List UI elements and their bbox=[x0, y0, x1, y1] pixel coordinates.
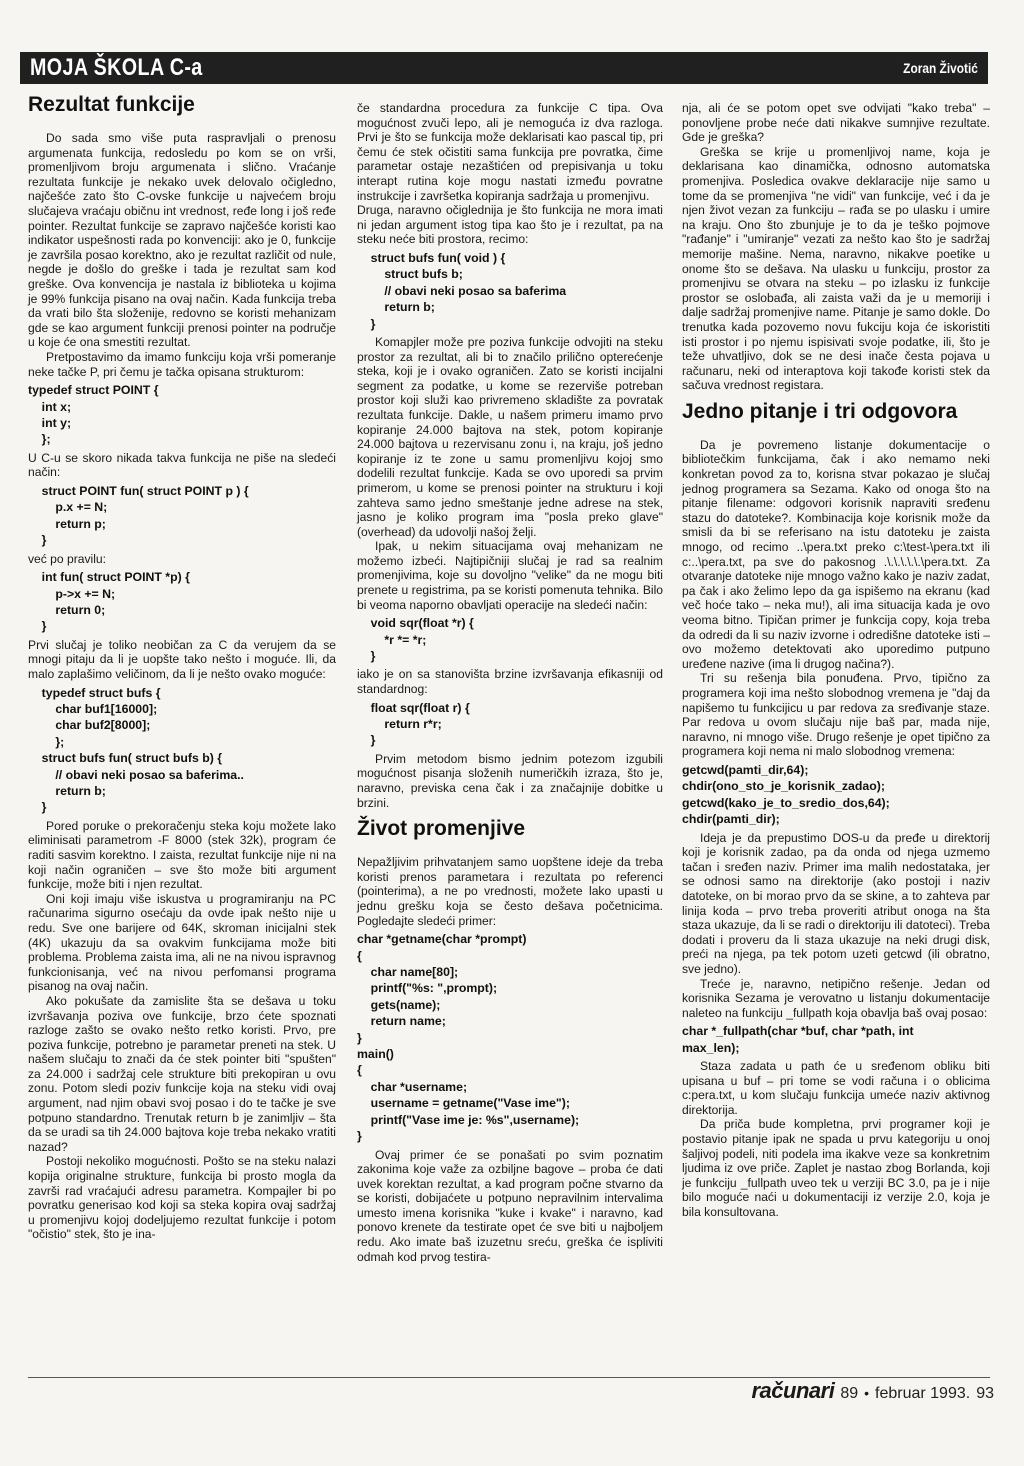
paragraph: Komapjler može pre poziva funkcije odvojiti na steku prostor za rezultat, ali bi to značilo prilično opterećenje steka, koji je i ovako ograničen. Zato se koristi incijalni segment za podatke, u kome se rezerviše potreban prostor koji služi kao privremeno skladište za povratak rezultata funkcije. Dakle, u našem primeru imamo prvo kopiranje 24.000 bajtova na stek, potom kopiranje 24.000 bajtova u rezervisanu zonu i, na kraju, još jedno kopiranje iz te zone u samu promenljivu kojoj smo dodelili rezultat funkcije. Kada se ovo uporedi sa prvim primerom, u kome se prenosi pointer na strukturu i koji zahteva samo jedno smeštanje jedne adrese na stek, jasno je koliko program ima "posla preko glave" (overhead) da udovolji našoj želji. bbox=[357, 334, 663, 539]
code-block: typedef struct bufs { char buf1[16000]; char buf2[8000]; }; struct bufs fun( struct bufs b) { // obavi neki posao sa baferima.. return b; } bbox=[41, 685, 244, 815]
paragraph: Staza zadata u path će u sređenom obliku biti upisana u buf – pri tome se vodi računa i o oblicima c:pera.txt, u kom slučaju funkcija umeće naziv aktivnog direktorija. bbox=[682, 1059, 990, 1117]
paragraph: Prvim metodom bismo jednim potezom izgubili mogućnost pisanja složenih numeričkih izraza, što je, naravno, previska cena čak i za značajnije dobitke u brzini. bbox=[357, 751, 663, 810]
code-block: char *getname(char *prompt) { char name[80]; printf("%s: ",prompt); gets(name); return name; } main() { char *username; username = getname("Vase ime"); printf("Vase ime je: %s",username); } bbox=[357, 932, 580, 1144]
paragraph: Postoji nekoliko mogućnosti. Pošto se na steku nalazi kopija originalne strukture, funkcija bi prosto mogla da završi rad vraćajući adresu parametra. Kompajler bi po povratku generisao kod koji sa steka kopira ovaj sadržaj u promenjivu kojoj dodeljujemo rezultat funkcije i potom "očistio" stek, što je ina- bbox=[28, 1154, 336, 1242]
page-footer bbox=[751, 1378, 994, 1404]
code-block: void sqr(float *r) { *r *= *r; } bbox=[370, 616, 474, 664]
paragraph: Pretpostavimo da imamo funkciju koja vrši pomeranje neke tačke P, pri čemu je tačka opisana strukturom: bbox=[28, 349, 336, 379]
paragraph: već po pravilu: bbox=[28, 551, 106, 566]
section-title-rezultat: Rezultat funkcije bbox=[28, 93, 195, 116]
paragraph: Greška se krije u promenljivoj name, koja je deklarisana kao dinamička, odnosno automatska promenjiva. Posledica ovakve deklaracije nije samo u tome da se promenjiva "ne vidi" van funkcije, već i da je njen život vezan za funkciju – rađa se po ulasku i umire na kraju. Ono što zbunjuje je to da je teško pojmove "rađanje" i "umiranje" vezati za nešto kao što je sadržaj memorije mašine. Nema, naravno, nikakve poetike u onome što se dešava. Na ulasku u funkciju, prostor za promenjivu se otvara na steku – po izlasku iz funkcije prostor se oslobađa, ali zaista važi da je u memoriji i dalje sadržaj promenjive name. Pitanje je samo dokle. Do trenutka kada pozovemo novu fukciju koja će iskoristiti isti prostor i po njemu ispisivati svoje podatke, ili, što je teže uhvatljivo, dok se ne desi inače česta pojava u računaru, neki od interaptova koji takođe koristi stek da sačuva vrednost registara. bbox=[682, 144, 990, 393]
paragraph: Pored poruke o prekoračenju steka koju možete lako eliminisati parametrom -F 8000 (stek 32k), program će raditi sasvim korektno. I zaista, rezultat funkcije nije ni na koji način ograničen – sve što može biti argument funkcije, može biti i njen rezultat. bbox=[28, 818, 336, 892]
section-title-zivot: Život promenjive bbox=[357, 817, 526, 841]
paragraph: Druga, naravno očiglednija je što funkcija ne mora imati ni jedan argument istog tipa kao što je i rezultat, pa na steku neće biti prostora, recimo: bbox=[357, 203, 663, 247]
magazine-logo: računari bbox=[751, 1378, 835, 1403]
paragraph: U C-u se skoro nikada takva funkcija ne piše na sledeći način: bbox=[28, 450, 336, 480]
paragraph: Da priča bude kompletna, prvi programer koji je postavio pitanje ipak ne spada u prvu kategoriju u onoj šaljivoj podeli, niti podela ima ikakve veze sa konkretnim ljudima iz ove priče. Zaplet je nastao zbog Borlanda, koji je funkciju _fullpath uveo tek u verziji BC 3.0, pa je i nije bilo moguće naći u dokumentaciji iz verzije 2.0, koja je bila konsultovana. bbox=[682, 1117, 990, 1220]
issue-date: februar 1993. bbox=[875, 1385, 971, 1402]
series-title: MOJA ŠKOLA C-a bbox=[30, 54, 203, 81]
section-title-pitanje: Jedno pitanje i tri odgovora bbox=[682, 399, 958, 423]
column-1 bbox=[28, 92, 336, 1242]
paragraph: če standardna procedura za funkcije C tipa. Ova mogućnost zvuči lepo, ali je nemoguća iz dva razloga. Prvi je što se funkcija može deklarisati kao pascal tip, pri čemu će stek očistiti sama funkcija pre povratka, čime parametar ostaje nezaštićen od prepisivanja u toku interapt rutina koje mogu nastati između povratne instrukcije i završetka kopiranja sadržaja u promenjivu. bbox=[357, 101, 663, 203]
code-block: char *_fullpath(char *buf, char *path, int max_len); bbox=[682, 1024, 914, 1055]
paragraph: Ideja je da prepustimo DOS-u da pređe u direktorij koji je korisnik zadao, pa da onda od njega uzmemo tačan i sređen naziv. Primer ima malih nedostataka, jer se odnosi samo na direktorije (ako postoji i naziv datoteke, on bi morao prvo da se skine, a to zahteva par linija koda – prvo treba proveriti atribut onoga na šta staza ukazuje, da li se radi o direktoriju ili datoteci). Treba dodati i proveru da li staza ukazuje na neki drugi disk, preći na njega, pa tek potom uzeti getcwd (ili obratno, sve jedno). bbox=[682, 830, 990, 976]
code-block: struct bufs fun( void ) { struct bufs b; // obavi neki posao sa baferima return b; } bbox=[370, 250, 567, 331]
paragraph: Nepažljivim prihvatanjem samo uopštene ideje da treba koristi prenos parametara i rezultata po referenci (pointerima), a ne po vrednosti, možete lako upasti u jednu grešku koja se često dešava početnicima. Pogledajte sledeći primer: bbox=[357, 855, 663, 928]
header-bar bbox=[20, 52, 988, 84]
page-number: 93 bbox=[976, 1385, 994, 1402]
issue-number: 89 bbox=[840, 1385, 859, 1402]
paragraph: Oni koji imaju više iskustva u programiranju na PC računarima sigurno osećaju da ovde ipak nešto nije u redu. Sve one barijere od 64K, skroman inicijalni stek (4K) ukazuju da sa ovakvim funkcijama može biti problema. Problema zaista ima, ali ne na nivou ispravnog funkcionisanja, već na nivou perfomansi programa pisanog na ovaj način. bbox=[28, 891, 336, 994]
bullet-separator: • bbox=[864, 1385, 870, 1401]
code-block: int fun( struct POINT *p) { p->x += N; return 0; } bbox=[41, 570, 190, 634]
author-name: Zoran Životić bbox=[903, 60, 978, 76]
paragraph: iako je on sa stanovišta brzine izvršavanja efikasniji od standardnog: bbox=[357, 667, 663, 697]
code-block: struct POINT fun( struct POINT p ) { p.x += N; return p; } bbox=[41, 483, 249, 548]
column-3 bbox=[682, 101, 990, 1220]
paragraph: Prvi slučaj je toliko neobičan za C da verujem da se mnogi pitaju da li je uopšte tako nešto i moguće. Ili, da malo zaplašimo veličinom, da li je nešto ovako moguće: bbox=[28, 637, 336, 681]
paragraph: Da je povremeno listanje dokumentacije o bibliotečkim funkcijama, čak i ako nemamo neki konkretan povod za to, korisna stvar pokazao je slučaj jednog programera sa Sezama. Kako od onoga što na pitanje filename: odgovori korisnik napraviti sređenu stazu do datoteke?. Kombinacija koje korisnik može da smisli da bi se referisano na istu datoteku je zaista mnogo, od recimo ..\pera.txt preko c:\test-\pera.txt ili c:..\pera.txt, pa sve do pakosnog .\.\.\.\.\.\pera.txt. Za otvaranje datoteke nije mnogo važno kako je naziv zadat, pa čak i ako želimo lepo da ga ispišemo na ekranu (kad več hoće tako – neka mu!), ali ima situacija kada je ovo veoma bitno. Tipičan primer je funkcija copy, koja treba da odredi da li su naziv izvorne i odredišne datoteke isti – ovo možemo detektovati ako uporedimo putpuno uređene nazive (ima li drugog načina?). bbox=[682, 437, 990, 671]
paragraph: Do sada smo više puta raspravljali o prenosu argumenata funkcija, redosledu po kom se on vrši, promenljivom broju argumenata i slično. Vraćanje rezultata funkcije je nekako uvek delovalo očigledno, najčešće zato što C-ovske funkcije u najvećem broju slučajeva vraćaju običnu int vrednost, ređe long i još ređe pointer. Rezultat funkcije se zapravo najčešće koristi kao indikator uspešnosti rada po konvenciji: ako je 0, funkcije je završila posao korektno, ako je rezultat različit od nule, negde je došlo do greške i tada je rezultat sam kod greške. Ova konvencija je nastala iz biblioteka u kojima je 99% funkcija pisano na ovaj način. Kada funkcija treba da vrati bilo šta složenije, redovno se koristi mehanizam gde se kao argument funkciji prenosi pointer na područje u koje će ona smestiti rezultat. bbox=[28, 131, 336, 350]
paragraph: Ako pokušate da zamislite šta se dešava u toku izvršavanja poziva ove funkcije, brzo ćete spoznati razloge zašto se ovako nešto retko koristi. Prvo, pre poziva funkcije, potrebno je parametar preneti na stek. U našem slučaju to znači da će stek pointer biti "spušten" za 24.000 i sadržaj cele strukture biti prekopiran u ovu zonu. Potom sledi poziv funkcije koja na steku vidi ovaj argument, nad njim obavi svoj posao i do te tačke je sve potpuno standardno. Trenutak return b je zanimljiv – šta da se uradi sa tih 24.000 bajtova koje treba nekako vratiti nazad? bbox=[28, 993, 336, 1154]
column-2 bbox=[357, 101, 663, 1264]
paragraph: nja, ali će se potom opet sve odvijati "kako treba" – ponovljene probe neće dati nikakve sumnjive rezultate. Gde je greška? bbox=[682, 101, 990, 145]
paragraph: Ipak, u nekim situacijama ovaj mehanizam ne možemo izbeći. Najtipičniji slučaj je rad sa realnim promenjivima, koje su dovoljno "velike" da ne mogu biti prenete u registrima, pa se koristi pomenuta tehnika. Bilo bi veoma naporno obavljati operacije na sledeći način: bbox=[357, 539, 663, 612]
paragraph: Ovaj primer će se ponašati po svim poznatim zakonima koje važe za ozbiljne bagove – proba će dati uvek korektan rezultat, a kad program počne stvarno da se koristi, dobijaćete u potpuno nepravilnim intervalima umesto imena korisnika "kuke i kvake" i naravno, kad ponovo krenete da testirate opet će sve biti u najboljem redu. Ako imate baš izuzetnu sreću, greška će ispliviti odmah kod prvog testira- bbox=[357, 1147, 663, 1264]
paragraph: Treće je, naravno, netipično rešenje. Jedan od korisnika Sezama je verovatno u listanju dokumentacije naleteo na funkciju _fullpath koja obavlja baš ovaj posao: bbox=[682, 976, 990, 1020]
code-block: typedef struct POINT { int x; int y; }; bbox=[28, 383, 159, 447]
code-block: float sqr(float r) { return r*r; } bbox=[370, 700, 470, 748]
paragraph: Tri su rešenja bila ponuđena. Prvo, tipično za programera koji ima nešto slobodnog vremena je "daj da napišemo tu funkcijicu u par redova za sređivanje staze. Par redova u ovom slučaju nije baš par, mada nije, naravno, ni mnogo više. Drugo rešenje je opet tipično za programera koji nema ni malo slobodnog vremena: bbox=[682, 671, 990, 759]
code-block: getcwd(pamti_dir,64); chdir(ono_sto_je_korisnik_zadao); getcwd(kako_je_to_sredio_dos,64); chdir(pamti_dir); bbox=[682, 762, 890, 827]
